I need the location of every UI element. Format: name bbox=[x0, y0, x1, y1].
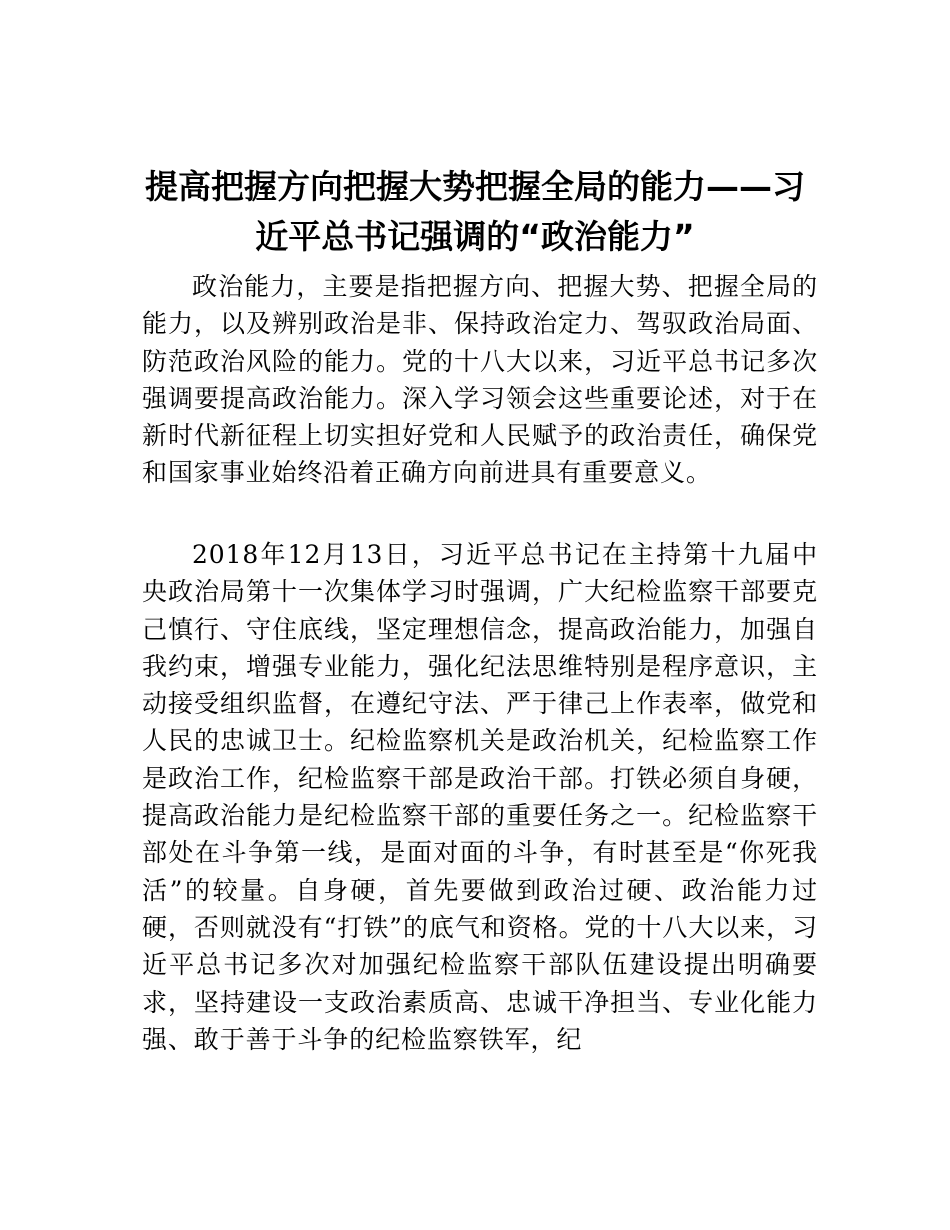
paragraph-intro: 政治能力，主要是指把握方向、把握大势、把握全局的能力，以及辨别政治是非、保持政治定力、驾驭政治局面、防范政治风险的能力。党的十八大以来，习近平总书记多次强调要提高政治能力。深入学习领会这些重要论述，对于在新时代新征程上切实担好党和人民赋予的政治责任，确保党和国家事业始终沿着正确方向前进具有重要意义。 bbox=[142, 272, 818, 488]
title-line-2: 近平总书记强调的“政治能力” bbox=[255, 217, 695, 256]
title-line-1: 提高把握方向把握大势把握全局的能力——习 bbox=[145, 167, 805, 206]
paragraph-body: 2018年12月13日，习近平总书记在主持第十九届中央政治局第十一次集体学习时强调，广大纪检监察干部要克己慎行、守住底线，坚定理想信念，提高政治能力，加强自我约束，增强专业能力，强化纪法思维特别是程序意识，主动接受组织监督，在遵纪守法、严于律己上作表率，做党和人民的忠诚卫士。纪检监察机关是政治机关，纪检监察工作是政治工作，纪检监察干部是政治干部。打铁必须自身硬，提高政治能力是纪检监察干部的重要任务之一。纪检监察干部处在斗争第一线，是面对面的斗争，有时甚至是“你死我活”的较量。自身硬，首先要做到政治过硬、政治能力过硬，否则就没有“打铁”的底气和资格。党的十八大以来，习近平总书记多次对加强纪检监察干部队伍建设提出明确要求，坚持建设一支政治素质高、忠诚干净担当、专业化能力强、敢于善于斗争的纪检监察铁军，纪 bbox=[142, 540, 818, 1054]
document-title bbox=[120, 162, 830, 262]
